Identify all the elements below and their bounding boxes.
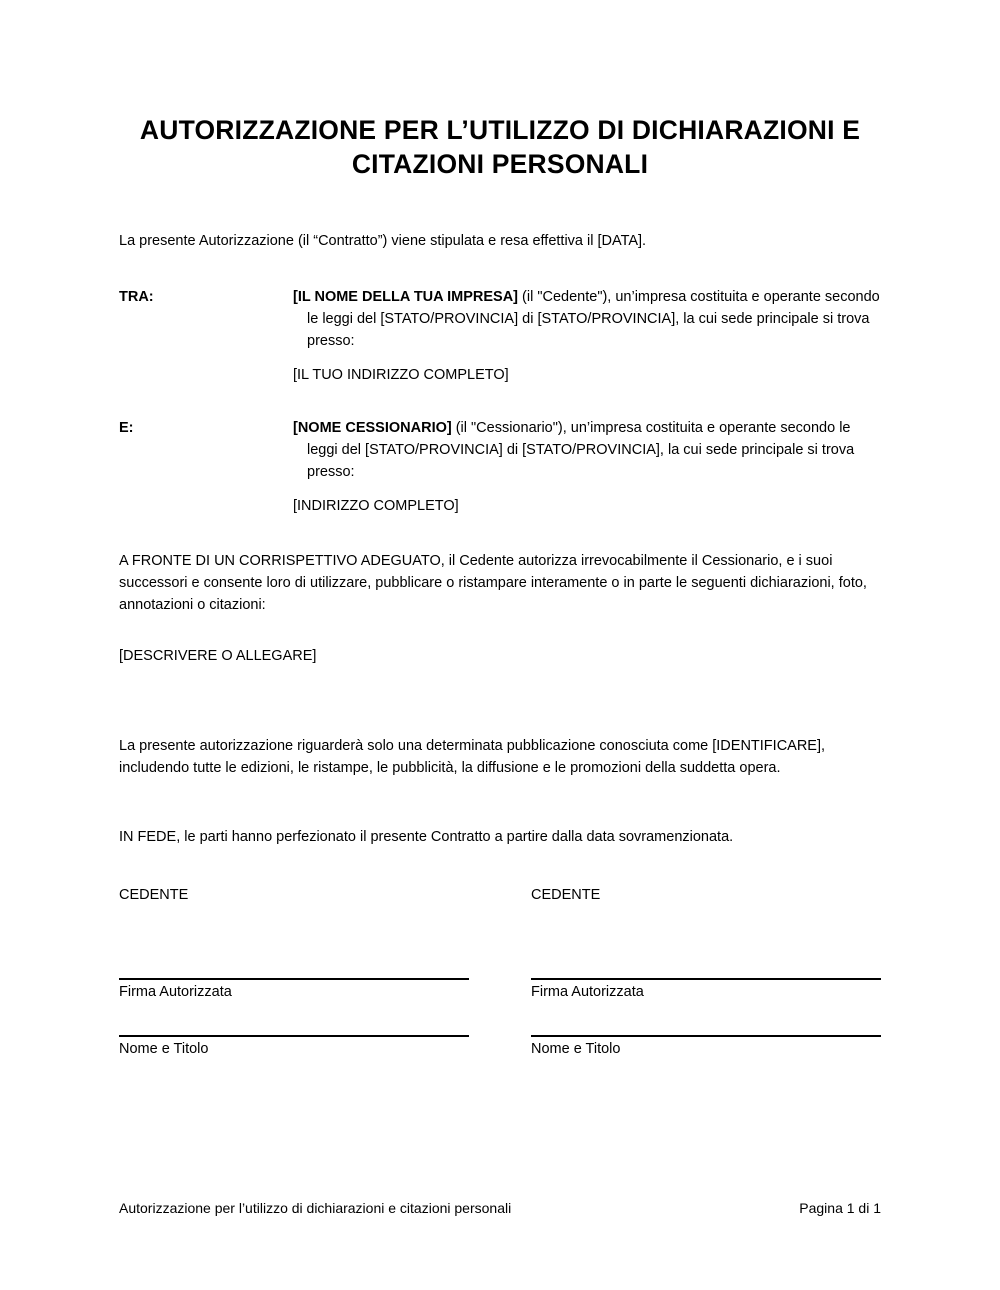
signature-line-nome-left bbox=[119, 1035, 469, 1037]
footer-page-number: Pagina 1 di 1 bbox=[799, 1200, 881, 1216]
party-name-e: [NOME CESSIONARIO] bbox=[293, 420, 452, 436]
publication-paragraph: La presente autorizzazione riguarderà solo una determinata pubblicazione conosciuta come [IDENTIFICARE], includendo tutte le edizioni, le ristampe, le pubblicità, la diffusione e le promozioni della suddetta opera. bbox=[119, 738, 826, 776]
party-description-e bbox=[293, 417, 881, 483]
party-description-rest-tra: (il "Cedente"), un’impresa costituita e operante secondo le leggi del [STATO/PROVINCIA] di [STATO/PROVINCIA], la cui sede principale si trova presso: bbox=[307, 289, 880, 349]
signature-label-firma-left: Firma Autorizzata bbox=[119, 984, 232, 1000]
signature-label-nome-right: Nome e Titolo bbox=[531, 1041, 621, 1057]
party-description-tra bbox=[293, 286, 881, 352]
signature-line-nome-right bbox=[531, 1035, 881, 1037]
page-title: AUTORIZZAZIONE PER L’UTILIZZO DI DICHIARAZIONI E CITAZIONI PERSONALI bbox=[139, 115, 861, 179]
signature-label-nome-left: Nome e Titolo bbox=[119, 1041, 209, 1057]
party-content-e bbox=[293, 417, 881, 517]
signature-heading-right: CEDENTE bbox=[531, 887, 601, 903]
signature-label-firma-right: Firma Autorizzata bbox=[531, 984, 644, 1000]
party-name-tra: [IL NOME DELLA TUA IMPRESA] bbox=[293, 289, 519, 305]
party-address-tra: [IL TUO INDIRIZZO COMPLETO] bbox=[293, 367, 509, 383]
party-content-tra bbox=[293, 286, 881, 386]
party-label-e: E: bbox=[119, 420, 134, 436]
party-block-e bbox=[119, 417, 881, 517]
footer-document-title: Autorizzazione per l’utilizzo di dichiarazioni e citazioni personali bbox=[119, 1200, 512, 1216]
signature-line-firma-left bbox=[119, 978, 469, 980]
signature-block-right bbox=[531, 884, 881, 1060]
consideration-paragraph: A FRONTE DI UN CORRISPETTIVO ADEGUATO, il Cedente autorizza irrevocabilmente il Cessionario, e i suoi successori e consente loro di utilizzare, pubblicare o ristampare interamente o in parte le seguenti dichiarazioni, foto, annotazioni o citazioni: bbox=[119, 553, 867, 613]
party-address-e: [INDIRIZZO COMPLETO] bbox=[293, 498, 459, 514]
party-block-tra bbox=[119, 286, 881, 386]
signature-block-left bbox=[119, 884, 469, 1060]
intro-paragraph: La presente Autorizzazione (il “Contratto”) viene stipulata e resa effettiva il [DATA]. bbox=[119, 233, 647, 249]
signature-line-firma-right bbox=[531, 978, 881, 980]
signature-heading-left: CEDENTE bbox=[119, 887, 189, 903]
party-description-rest-e: (il "Cessionario"), un’impresa costituita e operante secondo le leggi del [STATO/PROVINCIA] di [STATO/PROVINCIA], la cui sede principale si trova presso: bbox=[307, 420, 855, 480]
witness-paragraph: IN FEDE, le parti hanno perfezionato il presente Contratto a partire dalla data sovramenzionata. bbox=[119, 829, 734, 845]
attachment-placeholder: [DESCRIVERE O ALLEGARE] bbox=[119, 648, 317, 664]
party-label-tra: TRA: bbox=[119, 289, 154, 305]
signature-section bbox=[119, 884, 881, 1060]
page-footer bbox=[119, 1197, 881, 1219]
